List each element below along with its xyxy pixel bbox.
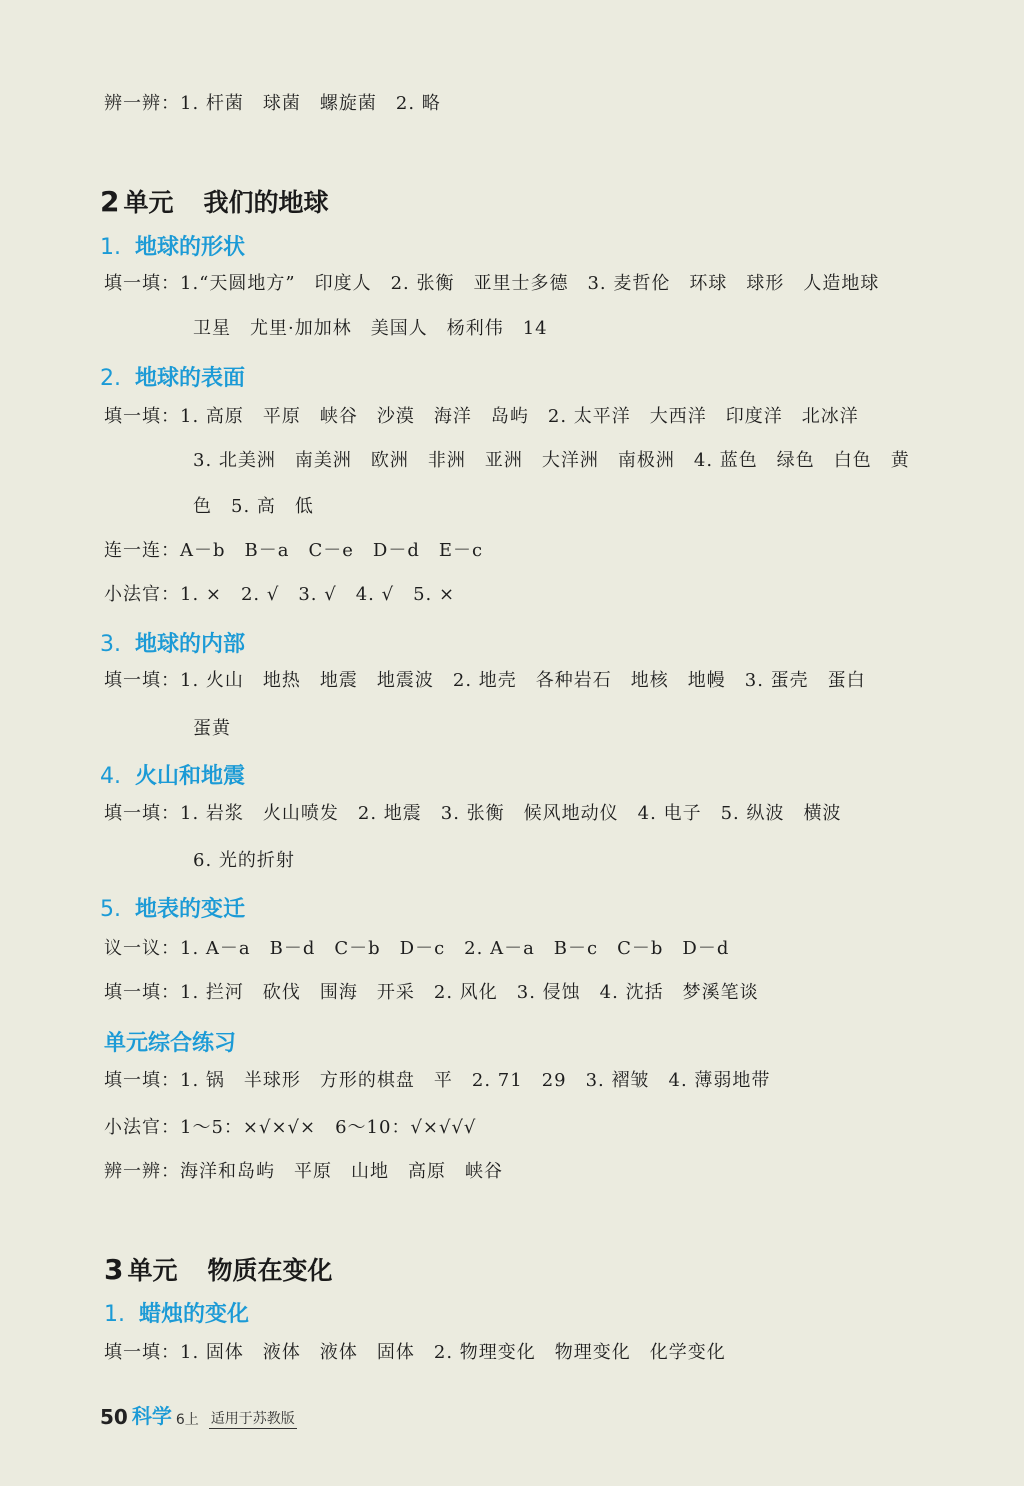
answer-label: 辨一辨： — [104, 93, 180, 114]
lesson-number: 1. — [104, 1302, 125, 1327]
lesson-title: 地球的形状 — [135, 235, 246, 260]
grade-label: 6上 — [175, 1412, 199, 1428]
answer-line — [193, 317, 548, 341]
lesson-heading — [100, 762, 245, 792]
unit-word: 单元 — [127, 1256, 178, 1285]
answer-label: 小法官： — [104, 584, 180, 605]
answer-line — [104, 1341, 726, 1365]
unit-number: 3 — [104, 1253, 124, 1286]
answer-label: 填一填： — [104, 982, 180, 1003]
unit-heading — [104, 1254, 333, 1287]
lesson-title: 地表的变迁 — [135, 897, 246, 922]
answer-text: 1. × 2. √ 3. √ 4. √ 5. × — [180, 584, 456, 605]
answer-line — [104, 405, 859, 429]
answer-line — [104, 981, 759, 1005]
answer-line — [104, 583, 455, 607]
answer-text: 1. 拦河 砍伐 围海 开采 2. 风化 3. 侵蚀 4. 沈括 梦溪笔谈 — [180, 982, 759, 1003]
lesson-title: 单元综合练习 — [104, 1031, 237, 1056]
answer-text: A－b B－a C－e D－d E－c — [180, 540, 484, 561]
answer-label: 议一议： — [104, 938, 180, 959]
lesson-heading — [100, 630, 245, 660]
lesson-number: 3. — [100, 632, 121, 657]
answer-label: 填一填： — [104, 406, 180, 427]
answer-text: 6. 光的折射 — [193, 850, 295, 871]
answer-label: 填一填： — [104, 1342, 180, 1363]
lesson-heading — [100, 895, 245, 925]
answer-text: 1. 火山 地热 地震 地震波 2. 地壳 各种岩石 地核 地幔 3. 蛋壳 蛋白 — [180, 670, 866, 691]
answer-text: 3. 北美洲 南美洲 欧洲 非洲 亚洲 大洋洲 南极洲 4. 蓝色 绿色 白色 黄 — [193, 450, 910, 471]
page-number: 50 — [100, 1405, 128, 1429]
unit-heading — [100, 186, 329, 219]
answer-label: 填一填： — [104, 1070, 180, 1091]
answer-text: 1～5：×√×√× 6～10：√×√√√ — [180, 1117, 477, 1138]
answer-line — [104, 272, 879, 296]
answer-line — [104, 92, 441, 116]
answer-label: 填一填： — [104, 273, 180, 294]
lesson-title: 蜡烛的变化 — [139, 1302, 250, 1327]
answer-line — [104, 539, 483, 563]
lesson-title: 火山和地震 — [135, 764, 246, 789]
answer-text: 1. 杆菌 球菌 螺旋菌 2. 略 — [180, 93, 441, 114]
answer-text: 色 5. 高 低 — [193, 496, 314, 517]
answer-label: 填一填： — [104, 803, 180, 824]
answer-line — [104, 1116, 476, 1140]
answer-line — [104, 669, 866, 693]
answer-line — [104, 937, 729, 961]
lesson-heading — [100, 364, 245, 394]
answer-line — [193, 495, 314, 519]
unit-word: 单元 — [123, 188, 174, 217]
lesson-title: 地球的表面 — [135, 366, 246, 391]
answer-line — [193, 849, 295, 873]
answer-line — [193, 717, 231, 741]
edition-label: 适用于苏教版 — [209, 1408, 297, 1429]
answer-text: 1. 固体 液体 液体 固体 2. 物理变化 物理变化 化学变化 — [180, 1342, 726, 1363]
answer-line — [193, 449, 910, 473]
answer-line — [104, 802, 841, 826]
answer-text: 1. 岩浆 火山喷发 2. 地震 3. 张衡 候风地动仪 4. 电子 5. 纵波 横波 — [180, 803, 842, 824]
unit-number: 2 — [100, 185, 120, 218]
unit-title: 物质在变化 — [207, 1256, 333, 1285]
lesson-heading — [104, 1029, 236, 1059]
lesson-number: 4. — [100, 764, 121, 789]
answer-line — [104, 1160, 503, 1184]
unit-title: 我们的地球 — [203, 188, 329, 217]
answer-label: 填一填： — [104, 670, 180, 691]
answer-text: 1.“天圆地方” 印度人 2. 张衡 亚里士多德 3. 麦哲伦 环球 球形 人造地球 — [180, 273, 880, 294]
answer-label: 连一连： — [104, 540, 180, 561]
lesson-number: 2. — [100, 366, 121, 391]
answer-line — [104, 1069, 770, 1093]
answer-text: 卫星 尤里·加加林 美国人 杨利伟 14 — [193, 318, 548, 339]
answer-text: 1. A－a B－d C－b D－c 2. A－a B－c C－b D－d — [180, 938, 730, 959]
answer-text: 1. 锅 半球形 方形的棋盘 平 2. 71 29 3. 褶皱 4. 薄弱地带 — [180, 1070, 771, 1091]
lesson-heading — [100, 233, 245, 263]
answer-text: 海洋和岛屿 平原 山地 高原 峡谷 — [180, 1161, 503, 1182]
lesson-heading — [104, 1300, 249, 1330]
answer-text: 蛋黄 — [193, 718, 231, 739]
answer-label: 小法官： — [104, 1117, 180, 1138]
page-footer — [100, 1400, 297, 1429]
subject-label: 科学 — [131, 1404, 172, 1428]
answer-text: 1. 高原 平原 峡谷 沙漠 海洋 岛屿 2. 太平洋 大西洋 印度洋 北冰洋 — [180, 406, 859, 427]
lesson-number: 5. — [100, 897, 121, 922]
answer-label: 辨一辨： — [104, 1161, 180, 1182]
lesson-title: 地球的内部 — [135, 632, 246, 657]
lesson-number: 1. — [100, 235, 121, 260]
